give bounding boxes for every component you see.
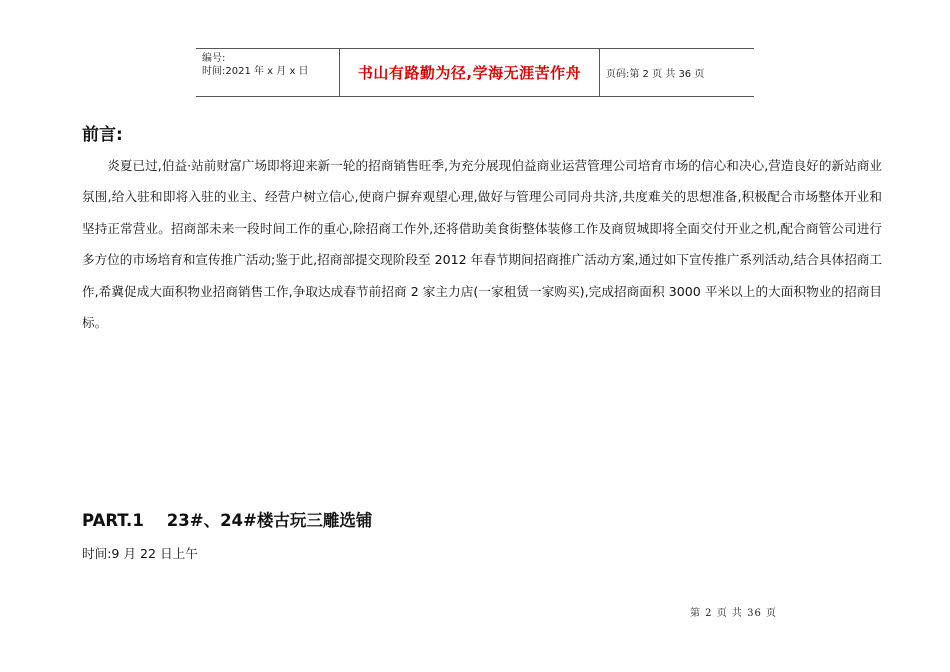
page-footer: 第 2 页 共 36 页 — [690, 608, 777, 619]
date-label: 时间:2021 年 x 月 x 日 — [202, 66, 309, 77]
document-header — [196, 48, 754, 97]
part1-time: 时间:9 月 22 日上午 — [82, 546, 198, 561]
preface-title: 前言: — [82, 125, 123, 145]
preface-body: 炎夏已过,伯益·站前财富广场即将迎来新一轮的招商销售旺季,为充分展现伯益商业运营管理公司培育市场的信心和决心,营造良好的新站商业氛围,给入驻和即将入驻的业主、经营户树立信心,使商户摒弃观望心理,做好与管理公司同舟共济,共度难关的思想准备,积极配合市场整体开业和坚持正常营业。招商部未来一段时间工作的重心,除招商工作外,还将借助美食街整体装修工作及商贸城即将全面交付开业之机,配合商管公司进行多方位的市场培育和宣传推广活动;鉴于此,招商部提交现阶段至 2012 年春节期间招商推广活动方案,通过如下宣传推广系列活动,结合具体招商工作,希冀促成大面积物业招商销售工作,争取达成春节前招商 2 家主力店(一家租赁一家购买),完成招商面积 3000 平米以上的大面积物业的招商目标。 — [82, 158, 882, 331]
header-motto: 书山有路勤为径,学海无涯苦作舟 — [340, 49, 600, 96]
header-meta-cell — [196, 49, 340, 96]
part1-title: PART.1 23#、24#楼古玩三雕选铺 — [82, 511, 373, 530]
header-page-info: 页码:第 2 页 共 36 页 — [606, 69, 705, 80]
serial-number-label: 编号: — [202, 53, 226, 64]
